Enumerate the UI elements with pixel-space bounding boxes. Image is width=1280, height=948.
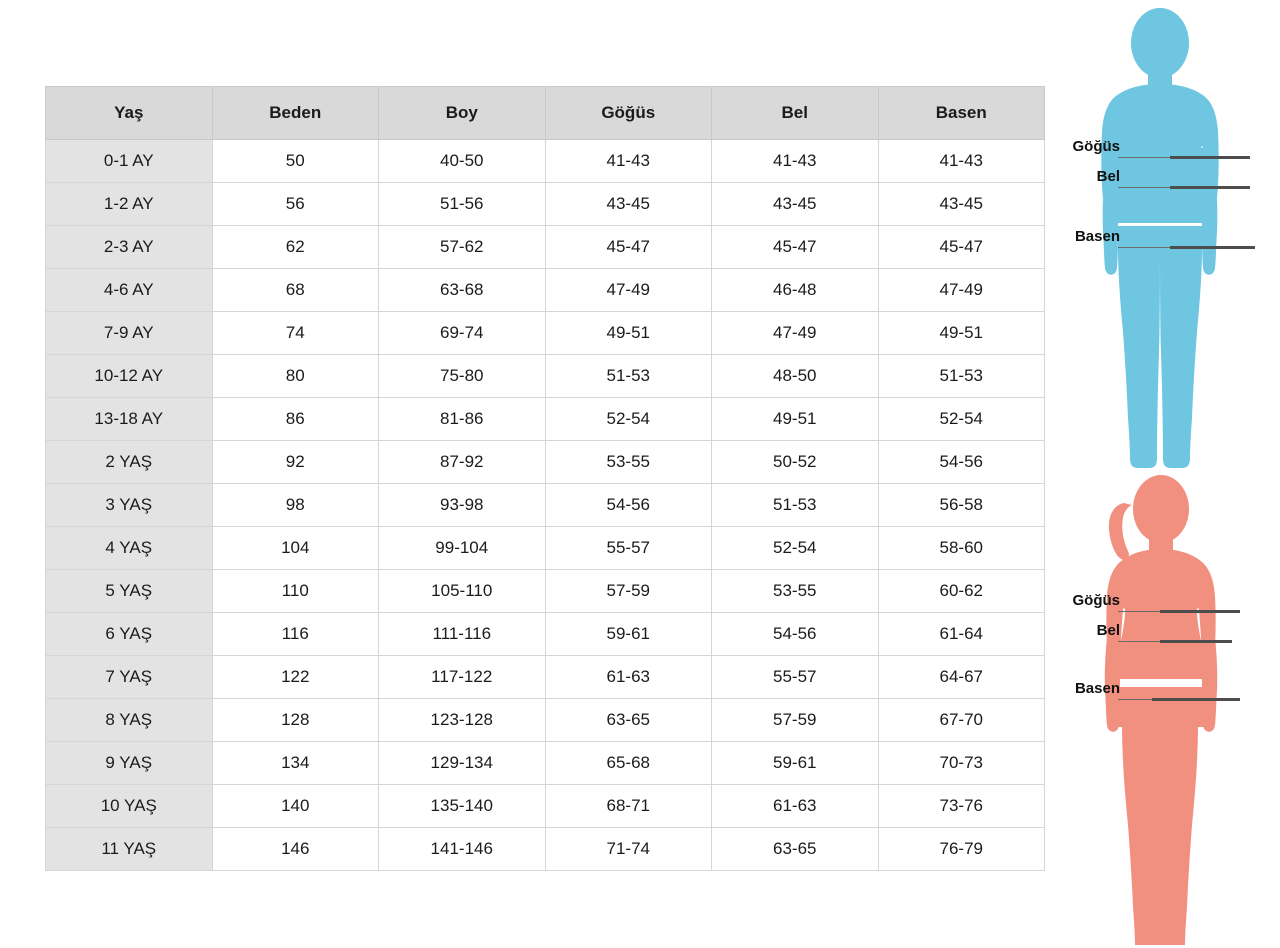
table-cell: 58-60 — [878, 527, 1045, 570]
table-cell: 122 — [212, 656, 379, 699]
table-row — [46, 398, 1045, 441]
table-cell: 51-53 — [712, 484, 879, 527]
table-cell: 51-53 — [545, 355, 712, 398]
table-row — [46, 613, 1045, 656]
table-cell: 111-116 — [379, 613, 546, 656]
table-header — [46, 87, 1045, 140]
table-cell: 93-98 — [379, 484, 546, 527]
table-cell: 86 — [212, 398, 379, 441]
table-cell-age: 9 YAŞ — [46, 742, 213, 785]
table-cell: 99-104 — [379, 527, 546, 570]
table-cell: 50-52 — [712, 441, 879, 484]
table-cell: 49-51 — [878, 312, 1045, 355]
table-cell-age: 7-9 AY — [46, 312, 213, 355]
table-row — [46, 828, 1045, 871]
table-cell: 50 — [212, 140, 379, 183]
table-cell: 54-56 — [878, 441, 1045, 484]
table-cell: 43-45 — [712, 183, 879, 226]
table-cell: 146 — [212, 828, 379, 871]
table-cell: 104 — [212, 527, 379, 570]
table-cell: 54-56 — [545, 484, 712, 527]
table-cell: 47-49 — [545, 269, 712, 312]
table-cell: 43-45 — [545, 183, 712, 226]
table-cell: 53-55 — [545, 441, 712, 484]
size-chart-container — [45, 86, 1045, 871]
table-cell-age: 0-1 AY — [46, 140, 213, 183]
table-cell: 63-65 — [545, 699, 712, 742]
table-cell: 65-68 — [545, 742, 712, 785]
table-cell: 117-122 — [379, 656, 546, 699]
boy-hip-label: Basen — [1074, 228, 1120, 245]
table-cell: 123-128 — [379, 699, 546, 742]
table-cell: 63-68 — [379, 269, 546, 312]
column-header-hip: Basen — [878, 87, 1045, 140]
girl-chest-measure-line — [1160, 610, 1240, 613]
table-cell: 105-110 — [379, 570, 546, 613]
table-cell: 52-54 — [545, 398, 712, 441]
table-row — [46, 312, 1045, 355]
table-row — [46, 527, 1045, 570]
table-row — [46, 742, 1045, 785]
boy-hip-measure-line — [1170, 246, 1255, 249]
table-cell: 141-146 — [379, 828, 546, 871]
table-cell: 52-54 — [712, 527, 879, 570]
table-cell: 74 — [212, 312, 379, 355]
table-cell: 68 — [212, 269, 379, 312]
table-cell: 45-47 — [712, 226, 879, 269]
table-cell: 43-45 — [878, 183, 1045, 226]
boy-chest-label: Göğüs — [1072, 138, 1120, 155]
table-cell: 52-54 — [878, 398, 1045, 441]
table-cell: 71-74 — [545, 828, 712, 871]
column-header-size: Beden — [212, 87, 379, 140]
table-cell: 60-62 — [878, 570, 1045, 613]
table-cell: 47-49 — [712, 312, 879, 355]
column-header-waist: Bel — [712, 87, 879, 140]
table-cell: 64-67 — [878, 656, 1045, 699]
table-cell-age: 5 YAŞ — [46, 570, 213, 613]
table-cell-age: 2 YAŞ — [46, 441, 213, 484]
table-cell: 49-51 — [712, 398, 879, 441]
table-row — [46, 355, 1045, 398]
table-cell: 135-140 — [379, 785, 546, 828]
table-cell-age: 10-12 AY — [46, 355, 213, 398]
table-cell: 81-86 — [379, 398, 546, 441]
table-cell: 45-47 — [545, 226, 712, 269]
table-cell: 110 — [212, 570, 379, 613]
table-cell: 57-59 — [712, 699, 879, 742]
table-cell: 61-64 — [878, 613, 1045, 656]
table-cell: 49-51 — [545, 312, 712, 355]
table-row — [46, 441, 1045, 484]
table-cell: 51-53 — [878, 355, 1045, 398]
table-cell: 67-70 — [878, 699, 1045, 742]
table-cell: 41-43 — [878, 140, 1045, 183]
table-cell: 57-62 — [379, 226, 546, 269]
table-cell: 63-65 — [712, 828, 879, 871]
table-row — [46, 484, 1045, 527]
girl-hip-measure-line — [1152, 698, 1240, 701]
table-cell-age: 7 YAŞ — [46, 656, 213, 699]
table-header-row — [46, 87, 1045, 140]
girl-waist-label: Bel — [1096, 622, 1120, 639]
table-row — [46, 785, 1045, 828]
table-row — [46, 699, 1045, 742]
table-cell: 59-61 — [712, 742, 879, 785]
table-cell-age: 4-6 AY — [46, 269, 213, 312]
table-cell-age: 8 YAŞ — [46, 699, 213, 742]
table-cell-age: 4 YAŞ — [46, 527, 213, 570]
table-cell: 53-55 — [712, 570, 879, 613]
table-cell: 69-74 — [379, 312, 546, 355]
table-cell: 55-57 — [545, 527, 712, 570]
table-cell-age: 3 YAŞ — [46, 484, 213, 527]
table-cell: 56 — [212, 183, 379, 226]
girl-figure-icon — [1060, 475, 1260, 945]
column-header-chest: Göğüs — [545, 87, 712, 140]
table-cell-age: 13-18 AY — [46, 398, 213, 441]
table-cell: 41-43 — [545, 140, 712, 183]
girl-figure-block — [1040, 475, 1280, 945]
table-cell-age: 1-2 AY — [46, 183, 213, 226]
figures-panel — [1040, 0, 1280, 948]
table-cell: 75-80 — [379, 355, 546, 398]
table-cell: 129-134 — [379, 742, 546, 785]
table-cell: 92 — [212, 441, 379, 484]
table-cell: 73-76 — [878, 785, 1045, 828]
table-cell: 57-59 — [545, 570, 712, 613]
table-cell: 80 — [212, 355, 379, 398]
table-cell: 87-92 — [379, 441, 546, 484]
table-cell: 46-48 — [712, 269, 879, 312]
table-cell: 140 — [212, 785, 379, 828]
table-cell-age: 2-3 AY — [46, 226, 213, 269]
table-row — [46, 656, 1045, 699]
size-chart-table — [45, 86, 1045, 871]
table-row — [46, 226, 1045, 269]
table-cell: 61-63 — [712, 785, 879, 828]
table-cell: 55-57 — [712, 656, 879, 699]
table-cell: 45-47 — [878, 226, 1045, 269]
boy-chest-measure-line — [1170, 156, 1250, 159]
girl-waist-measure-line — [1160, 640, 1232, 643]
table-cell-age: 11 YAŞ — [46, 828, 213, 871]
column-header-height: Boy — [379, 87, 546, 140]
table-cell: 56-58 — [878, 484, 1045, 527]
table-cell: 134 — [212, 742, 379, 785]
boy-waist-measure-line — [1170, 186, 1250, 189]
table-cell: 54-56 — [712, 613, 879, 656]
boy-figure-block — [1040, 8, 1280, 478]
table-cell: 48-50 — [712, 355, 879, 398]
table-cell: 41-43 — [712, 140, 879, 183]
boy-waist-label: Bel — [1096, 168, 1120, 185]
table-body — [46, 140, 1045, 871]
table-cell: 116 — [212, 613, 379, 656]
table-row — [46, 570, 1045, 613]
table-cell: 59-61 — [545, 613, 712, 656]
table-cell: 68-71 — [545, 785, 712, 828]
table-cell: 47-49 — [878, 269, 1045, 312]
table-cell: 128 — [212, 699, 379, 742]
table-cell: 51-56 — [379, 183, 546, 226]
table-cell: 62 — [212, 226, 379, 269]
table-row — [46, 140, 1045, 183]
girl-chest-label: Göğüs — [1072, 592, 1120, 609]
table-cell: 61-63 — [545, 656, 712, 699]
table-row — [46, 269, 1045, 312]
girl-hip-label: Basen — [1074, 680, 1120, 697]
column-header-age: Yaş — [46, 87, 213, 140]
table-cell: 76-79 — [878, 828, 1045, 871]
table-cell-age: 6 YAŞ — [46, 613, 213, 656]
table-cell: 98 — [212, 484, 379, 527]
table-cell: 70-73 — [878, 742, 1045, 785]
table-cell-age: 10 YAŞ — [46, 785, 213, 828]
table-cell: 40-50 — [379, 140, 546, 183]
table-row — [46, 183, 1045, 226]
